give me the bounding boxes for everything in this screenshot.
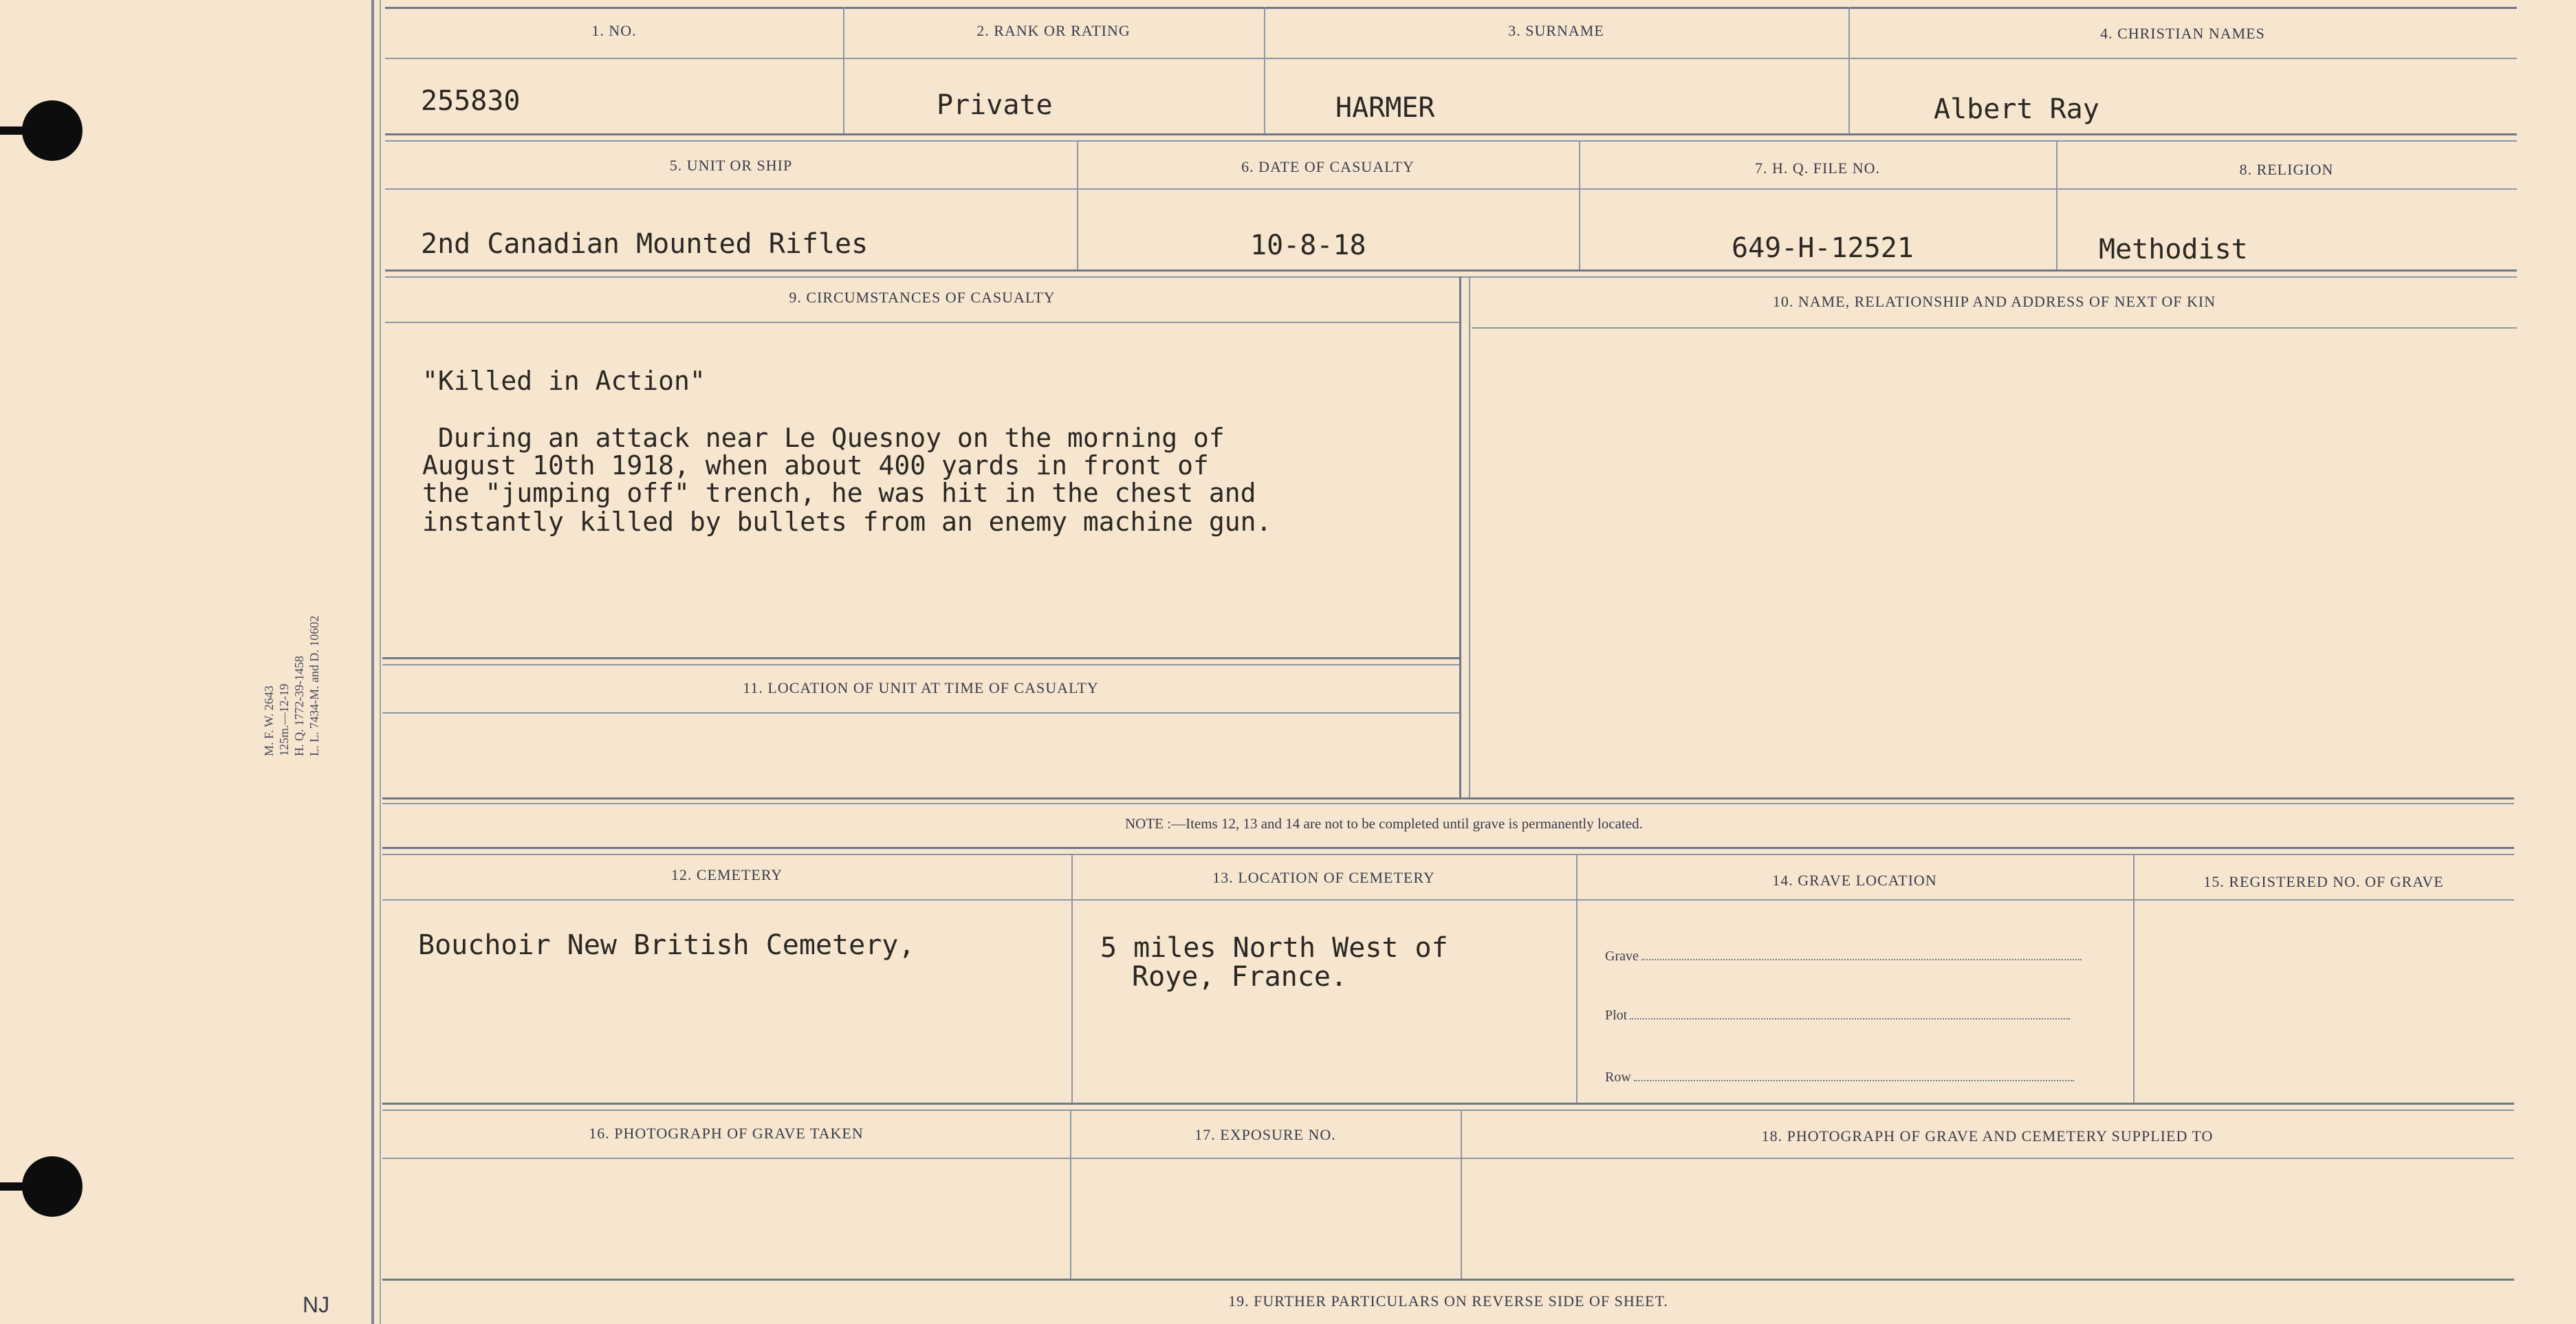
- rule: [2056, 140, 2057, 269]
- surname-value: HARMER: [1335, 92, 1435, 124]
- rule: [385, 269, 2517, 272]
- completion-note: NOTE :—Items 12, 13 and 14 are not to be completed until grave is permanently located.: [1125, 815, 1643, 832]
- rule: [382, 657, 1459, 659]
- label-file-no: 7. H. Q. FILE NO.: [1755, 159, 1880, 177]
- form-code-line: M. F. W. 2643: [262, 685, 276, 756]
- label-no: 1. NO.: [591, 22, 637, 39]
- christian-names-value: Albert Ray: [1934, 93, 2099, 125]
- rule: [382, 797, 2514, 799]
- rule: [382, 1103, 2514, 1105]
- label-location-of-unit: 11. LOCATION OF UNIT AT TIME OF CASUALTY: [743, 679, 1099, 696]
- grave-field-label: Grave: [1605, 949, 1639, 964]
- circumstance-line: instantly killed by bullets from an enemy machine gun.: [422, 507, 1272, 537]
- rule: [385, 322, 1459, 323]
- margin-rule: [371, 0, 374, 1324]
- label-surname: 3. SURNAME: [1508, 22, 1604, 39]
- rule: [1469, 276, 1470, 797]
- dotted-line: [1641, 949, 2082, 960]
- rule: [385, 133, 2517, 135]
- label-photograph-taken: 16. PHOTOGRAPH OF GRAVE TAKEN: [589, 1125, 864, 1142]
- form-code-note: [261, 615, 321, 756]
- form-code-line: 125m.—12-19: [277, 683, 291, 756]
- dotted-line: [1634, 1070, 2074, 1081]
- rule: [385, 188, 2517, 190]
- label-exposure-no: 17. EXPOSURE NO.: [1194, 1126, 1336, 1143]
- rule: [385, 58, 2517, 59]
- cemetery-location-line: 5 miles North West of: [1100, 932, 1448, 964]
- label-next-of-kin: 10. NAME, RELATIONSHIP AND ADDRESS OF NEXT OF KIN: [1772, 293, 2216, 310]
- label-registered-no: 15. REGISTERED NO. OF GRAVE: [2203, 873, 2444, 890]
- date-value: 10-8-18: [1250, 230, 1366, 261]
- rule: [385, 140, 2517, 142]
- rule: [382, 803, 2514, 804]
- margin-rule-inner: [380, 0, 381, 1324]
- form-code-line: L. L. 7434-M. and D. 10602: [307, 615, 321, 756]
- file-no-value: 649-H-12521: [1732, 232, 1914, 264]
- punch-hole-top: [22, 100, 83, 161]
- label-rank: 2. RANK OR RATING: [976, 22, 1131, 39]
- rule: [382, 1110, 2514, 1111]
- service-number: 255830: [421, 85, 521, 117]
- row-field-label: Row: [1605, 1070, 1631, 1085]
- label-further-particulars: 19. FURTHER PARTICULARS ON REVERSE SIDE OF SHEET.: [1228, 1292, 1668, 1310]
- plot-field-label: Plot: [1605, 1008, 1628, 1023]
- rule: [382, 664, 1459, 665]
- plot-field: [1605, 1008, 2100, 1024]
- rule: [382, 1279, 2514, 1281]
- rule: [2133, 854, 2135, 1103]
- label-circumstances: 9. CIRCUMSTANCES OF CASUALTY: [789, 289, 1056, 306]
- rule: [382, 899, 2514, 901]
- label-date: 6. DATE OF CASUALTY: [1241, 158, 1415, 175]
- rule: [1459, 276, 1461, 797]
- label-unit: 5. UNIT OR SHIP: [669, 157, 793, 174]
- unit-value: 2nd Canadian Mounted Rifles: [421, 228, 869, 260]
- rule: [1472, 327, 2517, 329]
- rule: [382, 712, 1459, 714]
- rank-value: Private: [937, 89, 1053, 121]
- circumstance-line: the "jumping off" trench, he was hit in the chest and: [422, 478, 1256, 508]
- rule: [382, 854, 2514, 855]
- label-christian-names: 4. CHRISTIAN NAMES: [2100, 25, 2265, 42]
- religion-value: Methodist: [2099, 234, 2248, 265]
- rule: [382, 847, 2514, 849]
- rule: [385, 7, 2517, 9]
- rule: [1576, 854, 1578, 1103]
- circumstance-line: August 10th 1918, when about 400 yards in front of: [422, 450, 1209, 481]
- circumstance-line: During an attack near Le Quesnoy on the morning of: [422, 423, 1225, 453]
- cemetery-location-line: Roye, France.: [1132, 961, 1348, 993]
- form-code-line: H. Q. 1772-39-1458: [292, 656, 306, 756]
- label-religion: 8. RELIGION: [2239, 161, 2334, 178]
- rule: [385, 276, 2517, 278]
- row-field: [1605, 1070, 2100, 1085]
- label-photograph-supplied: 18. PHOTOGRAPH OF GRAVE AND CEMETERY SUPPLIED TO: [1761, 1127, 2214, 1145]
- label-cemetery: 12. CEMETERY: [670, 866, 783, 883]
- clerk-initials: NJ: [303, 1292, 330, 1317]
- dotted-line: [1630, 1008, 2070, 1019]
- cemetery-value: Bouchoir New British Cemetery,: [418, 929, 915, 961]
- label-location-of-cemetery: 13. LOCATION OF CEMETERY: [1212, 869, 1435, 886]
- punch-hole-bottom: [22, 1156, 83, 1217]
- circumstance-heading: "Killed in Action": [422, 366, 706, 396]
- label-grave-location: 14. GRAVE LOCATION: [1772, 872, 1937, 889]
- grave-field: [1605, 949, 2100, 964]
- rule: [382, 1158, 2514, 1159]
- rule: [1071, 854, 1073, 1103]
